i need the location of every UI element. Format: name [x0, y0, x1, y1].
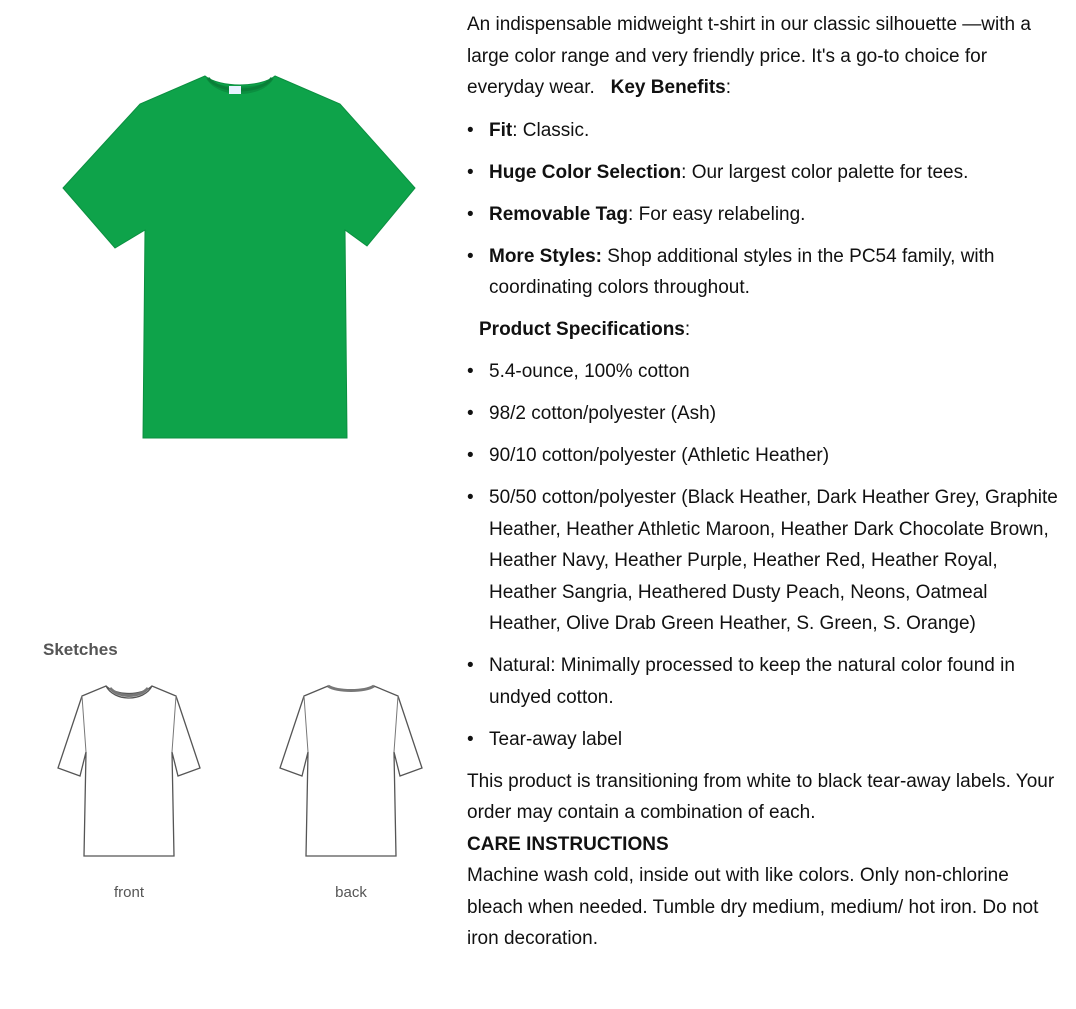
list-item	[467, 241, 1062, 304]
back-caption: back	[335, 884, 367, 901]
sketches-title: Sketches	[43, 640, 118, 659]
key-benefits-label: Key Benefits	[610, 77, 726, 98]
transition-note: This product is transitioning from white to black tear-away labels. Your order may contain a combination of each.	[467, 770, 1055, 823]
intro-text: An indispensable midweight t-shirt in our classic silhouette —with a large color range and very friendly price. It's a go-to choice for everyday wear.	[467, 14, 1031, 98]
list-item: • Natural: Minimally processed to keep the natural color found in undyed cotton.	[467, 650, 1062, 713]
tshirt-body	[63, 76, 415, 438]
list-item: • 98/2 cotton/polyester (Ash)	[467, 398, 1062, 430]
list-item: • Tear-away label	[467, 724, 1062, 756]
specs-heading: Product Specifications:	[479, 319, 691, 340]
benefit-sep: :	[512, 119, 523, 141]
intro-paragraph: An indispensable midweight t-shirt in our classic silhouette —with a large color range and very friendly price. It's a go-to choice for everyday wear. Key Benefits:	[467, 14, 1031, 98]
list-item: • 50/50 cotton/polyester (Black Heather, Dark Heather Grey, Graphite Heather, Heather Athletic Maroon, Heather Dark Chocolate Brown, Heather Navy, Heather Purple, Heather Red, Heather Royal, Heather Sangria, Heathered Dusty Peach, Neons, Oatmeal Heather, Olive Drab Green Heather, S. Green, S. Orange)	[467, 482, 1062, 640]
image-column	[0, 0, 450, 1009]
specs-label: Product Specifications	[479, 319, 685, 340]
list-item: • 5.4-ounce, 100% cotton	[467, 356, 1062, 388]
care-text: Machine wash cold, inside out with like colors. Only non-chlorine bleach when needed. Tumble dry medium, medium/ hot iron. Do not iron decoration.	[467, 865, 1039, 949]
benefit-sep: :	[681, 161, 692, 183]
list-item	[467, 157, 1062, 189]
benefit-sep: :	[628, 203, 639, 225]
product-image	[55, 70, 425, 445]
benefit-term: Fit	[489, 119, 513, 141]
benefit-term: Removable Tag	[489, 203, 629, 225]
list-item: • 90/10 cotton/polyester (Athletic Heather)	[467, 440, 1062, 472]
description-column	[467, 9, 1062, 955]
benefit-text: Classic.	[522, 119, 590, 141]
benefit-text: Our largest color palette for tees.	[691, 161, 969, 183]
care-title: CARE INSTRUCTIONS	[467, 833, 669, 855]
benefit-text: Shop additional styles in the PC54 family, with coordinating colors throughout.	[489, 245, 995, 298]
front-caption: front	[113, 884, 144, 901]
back-sketch	[276, 680, 426, 860]
specs-list	[467, 356, 1062, 755]
front-sketch	[54, 680, 204, 860]
benefit-term: Huge Color Selection	[489, 161, 682, 183]
list-item	[467, 115, 1062, 147]
list-item	[467, 199, 1062, 231]
benefit-term: More Styles:	[489, 245, 602, 267]
benefits-list	[467, 115, 1062, 304]
benefit-text: For easy relabeling.	[638, 203, 806, 225]
